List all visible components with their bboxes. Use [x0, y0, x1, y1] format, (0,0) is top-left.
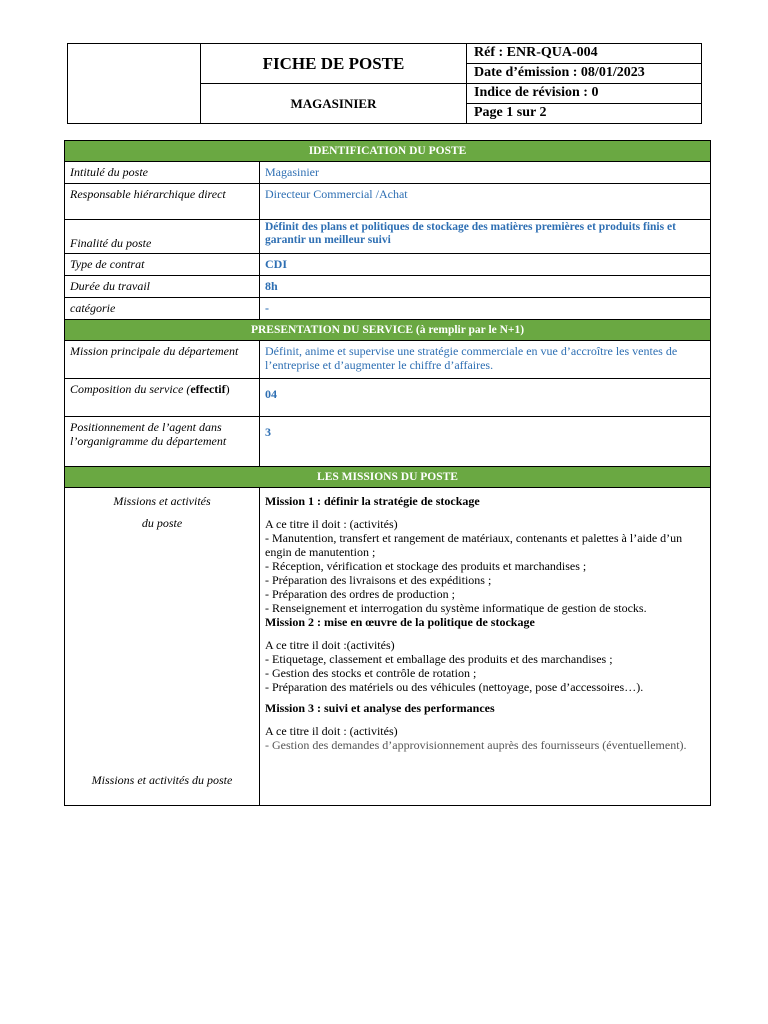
- missions-label-bottom: Missions et activités du poste: [91, 773, 233, 787]
- mission-1-item: - Renseignement et interrogation du système informatique de gestion de stocks.: [265, 601, 647, 615]
- row-value: Définit des plans et politiques de stockage des matières premières et produits finis et garantir un meilleur suivi: [260, 220, 711, 254]
- mission-2-item: - Etiquetage, classement et emballage des produits et des marchandises ;: [265, 652, 613, 666]
- row-label: Intitulé du poste: [65, 162, 260, 184]
- row-value: 3: [260, 417, 711, 467]
- row-label: Type de contrat: [65, 254, 260, 276]
- row-value: 8h: [260, 276, 711, 298]
- row-value: 04: [260, 379, 711, 417]
- row-label: Mission principale du département: [65, 341, 260, 379]
- mission-3-title: Mission 3 : suivi et analyse des performances: [265, 701, 495, 715]
- mission-2-title: Mission 2 : mise en œuvre de la politique de stockage: [265, 615, 535, 629]
- section-missions: LES MISSIONS DU POSTE: [65, 467, 711, 488]
- row-label: Responsable hiérarchique direct: [65, 184, 260, 220]
- row-value: Définit, anime et supervise une stratégie commerciale en vue d’accroître les ventes de l’entreprise et d’augmenter le chiffre d’affaires.: [260, 341, 711, 379]
- job-description-table: [64, 140, 711, 806]
- row-label: catégorie: [65, 298, 260, 320]
- mission-3-intro: A ce titre il doit : (activités): [265, 724, 398, 738]
- mission-1-title: Mission 1 : définir la stratégie de stockage: [265, 494, 480, 508]
- row-label: Finalité du poste: [65, 220, 260, 254]
- mission-1-item: - Réception, vérification et stockage des produits et marchandises ;: [265, 559, 587, 573]
- missions-label-cell: [65, 488, 260, 806]
- logo-cell: [68, 44, 201, 124]
- composition-label-end: ): [225, 382, 230, 396]
- revision-index: Indice de révision : 0: [467, 84, 702, 104]
- mission-2-item: - Préparation des matériels ou des véhicules (nettoyage, pose d’accessoires…).: [265, 680, 644, 694]
- row-value: Directeur Commercial /Achat: [260, 184, 711, 220]
- section-service: PRESENTATION DU SERVICE (à remplir par le N+1): [65, 320, 711, 341]
- mission-1-item: - Préparation des livraisons et des expéditions ;: [265, 573, 492, 587]
- missions-label-line2: du poste: [141, 516, 183, 530]
- mission-3-item: - Gestion des demandes d’approvisionnement auprès des fournisseurs (éventuellement).: [265, 738, 687, 752]
- missions-label-line1: Missions et activités: [113, 494, 211, 508]
- row-label: Durée du travail: [65, 276, 260, 298]
- effectif-label: effectif: [190, 382, 226, 396]
- mission-1-item: - Préparation des ordres de production ;: [265, 587, 455, 601]
- mission-1-item: - Manutention, transfert et rangement de matériaux, contenants et palettes à l’aide d’un engin de manutention ;: [265, 531, 683, 559]
- row-value: CDI: [260, 254, 711, 276]
- document-title: FICHE DE POSTE: [201, 44, 467, 84]
- job-subtitle: MAGASINIER: [201, 84, 467, 124]
- row-label: Positionnement de l’agent dans l’organigramme du département: [65, 417, 260, 467]
- mission-1-intro: A ce titre il doit : (activités): [265, 517, 398, 531]
- emission-date: Date d’émission : 08/01/2023: [467, 64, 702, 84]
- row-label: [65, 379, 260, 417]
- composition-label: Composition du service (: [70, 382, 191, 396]
- row-value: Magasinier: [260, 162, 711, 184]
- missions-content-cell: [260, 488, 711, 806]
- page-number: Page 1 sur 2: [467, 104, 702, 124]
- document-ref: Réf : ENR-QUA-004: [467, 44, 702, 64]
- mission-2-intro: A ce titre il doit :(activités): [265, 638, 395, 652]
- mission-2-item: - Gestion des stocks et contrôle de rotation ;: [265, 666, 477, 680]
- section-identification: IDENTIFICATION DU POSTE: [65, 141, 711, 162]
- row-value: -: [260, 298, 711, 320]
- header-table: [67, 43, 702, 124]
